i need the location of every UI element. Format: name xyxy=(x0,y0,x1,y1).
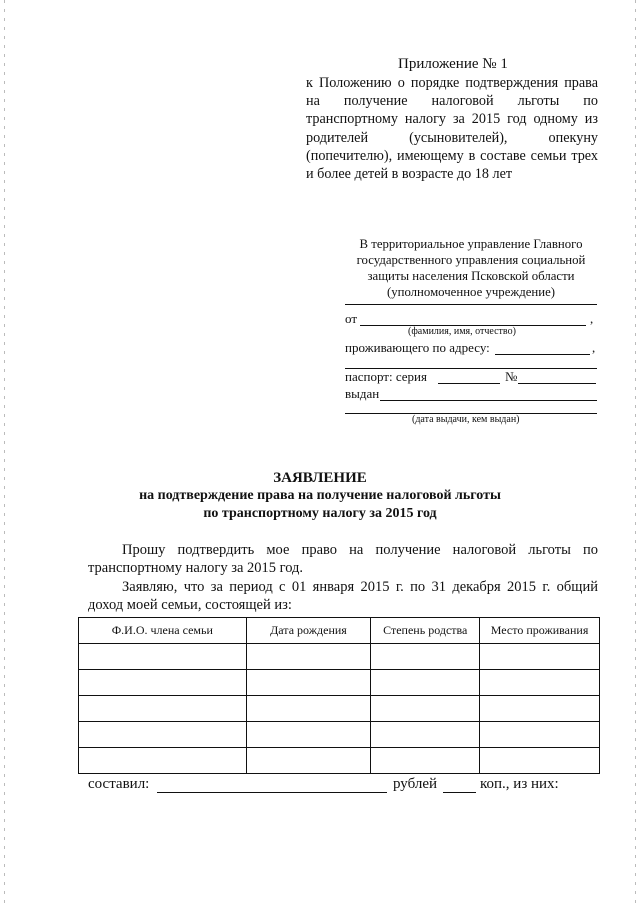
table-cell[interactable] xyxy=(371,670,480,696)
table-cell[interactable] xyxy=(246,748,371,774)
family-members-table xyxy=(78,617,600,774)
column-header-residence: Место проживания xyxy=(480,618,600,644)
table-row xyxy=(79,722,600,748)
column-header-relation: Степень родства xyxy=(371,618,480,644)
passport-number-label: № xyxy=(505,369,518,384)
addressee-block: В территориальное управление Главного государственного управления социальной защиты населения Псковской области (уполномоченное учреждение) xyxy=(356,237,586,299)
column-header-birth-date: Дата рождения xyxy=(246,618,371,644)
income-amount-field-line[interactable] xyxy=(157,792,387,793)
table-cell[interactable] xyxy=(79,696,247,722)
table-header-row xyxy=(79,618,600,644)
table-cell[interactable] xyxy=(246,722,371,748)
comma: , xyxy=(590,311,594,326)
table-cell[interactable] xyxy=(371,748,480,774)
kopecks-field-line[interactable] xyxy=(443,792,476,793)
table-cell[interactable] xyxy=(371,696,480,722)
passport-series-field-line[interactable] xyxy=(438,383,500,384)
rubles-label: рублей xyxy=(393,776,438,792)
table-cell[interactable] xyxy=(79,670,247,696)
table-cell[interactable] xyxy=(246,644,371,670)
table-row xyxy=(79,644,600,670)
comma: , xyxy=(592,340,596,355)
appendix-body: к Положению о порядке подтверждения права на получение налоговой льготы по транспортному налогу за 2015 год одному из родителей (усыновителей), опекуну (попечителю), имеющему в составе семьи трех и более детей в возрасте до 18 лет xyxy=(306,75,598,183)
document-title: ЗАЯВЛЕНИЕ xyxy=(273,470,367,486)
table-cell[interactable] xyxy=(480,696,600,722)
table-cell[interactable] xyxy=(480,670,600,696)
page-edge-left xyxy=(4,0,5,905)
table-cell[interactable] xyxy=(480,722,600,748)
table-row xyxy=(79,670,600,696)
addressee-continuation-line xyxy=(345,304,597,305)
table-cell[interactable] xyxy=(246,696,371,722)
page-edge-right xyxy=(635,0,636,905)
table-cell[interactable] xyxy=(246,670,371,696)
issued-label: выдан xyxy=(345,386,380,401)
document-subtitle: на подтверждение права на получение налоговой льготы xyxy=(139,488,501,503)
document-subtitle: по транспортному налогу за 2015 год xyxy=(203,506,437,521)
request-paragraph: Прошу подтвердить мое право на получение налоговой льготы по транспортному налогу за 2015 год. xyxy=(88,542,598,576)
table-row xyxy=(79,748,600,774)
passport-number-field-line[interactable] xyxy=(518,383,596,384)
income-paragraph: Заявляю, что за период с 01 января 2015 г. по 31 декабря 2015 г. общий доход моей семьи, состоящей из: xyxy=(88,579,598,613)
table-row xyxy=(79,696,600,722)
from-label: от xyxy=(345,311,358,326)
table-cell[interactable] xyxy=(79,748,247,774)
table-cell[interactable] xyxy=(480,644,600,670)
table-cell[interactable] xyxy=(371,644,480,670)
address-field-line[interactable] xyxy=(495,354,590,355)
table-cell[interactable] xyxy=(79,644,247,670)
table-cell[interactable] xyxy=(79,722,247,748)
column-header-fio: Ф.И.О. члена семьи xyxy=(79,618,247,644)
address-label: проживающего по адресу: xyxy=(345,340,490,355)
issued-hint: (дата выдачи, кем выдан) xyxy=(412,414,520,425)
issued-field-line[interactable] xyxy=(380,400,597,401)
passport-series-label: паспорт: серия xyxy=(345,369,427,384)
table-cell[interactable] xyxy=(480,748,600,774)
appendix-title: Приложение № 1 xyxy=(398,56,508,72)
kopecks-label: коп., из них: xyxy=(480,776,559,792)
table-cell[interactable] xyxy=(371,722,480,748)
fio-hint: (фамилия, имя, отчество) xyxy=(408,326,516,337)
income-composed-label: составил: xyxy=(88,776,150,792)
